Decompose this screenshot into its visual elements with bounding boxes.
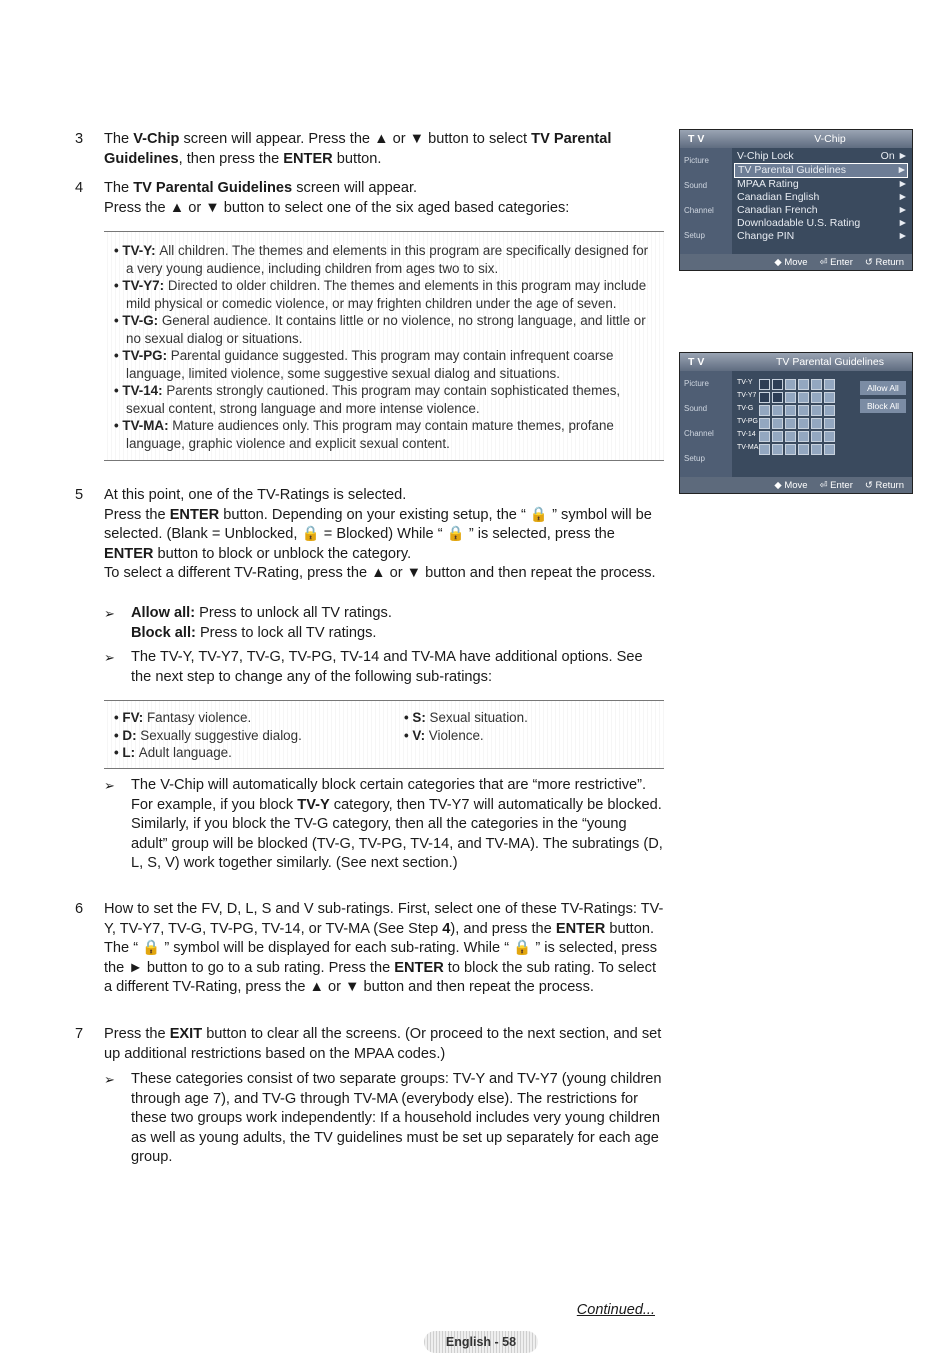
rating-desc: Directed to older children. The themes and elements in this program may include mild physical or comedic violence, or may frighten children under the age of seven. [126, 278, 647, 311]
subratings-box [104, 700, 664, 769]
note-text [131, 776, 664, 874]
step-7 [75, 1025, 665, 1064]
rating-item [104, 242, 656, 277]
step-text-line2: Press the ▲ or ▼ button to select one of the six aged based categories: [104, 199, 570, 216]
rating-grid-cell [824, 379, 835, 390]
rating-grid-cell [759, 418, 770, 429]
screen-footer [680, 477, 912, 493]
allow-all-text: Press to unlock all TV ratings. [195, 605, 392, 621]
rating-grid-cell [785, 405, 796, 416]
screen-tv-label: T V [688, 356, 705, 368]
rating-grid-cell [759, 405, 770, 416]
rating-grid-cell [785, 444, 796, 455]
text-run: The [104, 180, 134, 196]
rating-grid-cell [798, 418, 809, 429]
rating-grid-cell [772, 431, 783, 442]
rating-grid-label: TV-Y [737, 379, 753, 386]
rating-item [104, 417, 656, 452]
block-all-button: Block All [860, 399, 906, 413]
step-4 [75, 179, 665, 218]
subratings-grid [104, 709, 656, 762]
text-run: button to clear all the screens. (Or proceed to the next section, and set up additional restrictions based on the MPAA codes.) [104, 1026, 662, 1062]
rating-key: • TV-Y: [114, 243, 160, 258]
screen-header [680, 353, 912, 371]
screen-menu [734, 150, 908, 243]
subrating-desc: Adult language. [138, 745, 232, 760]
screen-sidebar-item: Picture [684, 156, 709, 165]
rating-grid-cell [811, 379, 822, 390]
allow-all-button: Allow All [860, 381, 906, 395]
screen-menu-item [734, 178, 908, 191]
subrating-key: • FV: [114, 710, 147, 725]
step-text [104, 1025, 665, 1064]
step-5 [75, 486, 665, 584]
screen-menu-label: TV Parental Guidelines [738, 164, 846, 176]
rating-desc: Parents strongly cautioned. This program may contain sophisticated themes, sexual content, strong language and more intense violence. [126, 383, 621, 416]
subrating-desc: Sexual situation. [429, 710, 528, 725]
rating-grid-cell [785, 431, 796, 442]
step-text-detail2: To select a different TV-Rating, press the ▲ or ▼ button and then repeat the process. [104, 565, 656, 581]
rating-grid-label: TV-G [737, 405, 754, 412]
rating-grid-cell [785, 392, 796, 403]
bold-term: EXIT [169, 1026, 203, 1042]
text-run: How to set the FV, D, L, S and V sub-ratings. First, select one of these TV-Ratings: TV-Y, TV-Y7, TV-G, TV-PG, TV-14, or TV-MA (See Step [104, 901, 664, 937]
subrating-desc: Fantasy violence. [146, 710, 252, 725]
page-number-badge: English - 58 [424, 1331, 538, 1353]
screen-tv-label: T V [688, 133, 705, 145]
arrow-icon: ➢ [104, 650, 115, 665]
subrating-key: • L: [114, 745, 139, 760]
rating-key: • TV-G: [114, 313, 162, 328]
subrating-desc: Sexually suggestive dialog. [140, 727, 302, 743]
bold-term: TV-Y [297, 796, 330, 813]
screenshot-vchip-menu [679, 129, 913, 271]
text-run: At this point, one of the TV-Ratings is selected. [104, 487, 407, 503]
subrating-item [104, 744, 394, 762]
note-groups [104, 1070, 664, 1168]
text-run: button. Depending on your existing setup, the “ 🔒 ” symbol will be selected. (Blank = Unblocked, 🔒 = Blocked) While “ 🔒 ” is selected, press the [104, 506, 652, 542]
text-run: , then press the [178, 150, 284, 167]
rating-grid-cell [759, 392, 770, 403]
subrating-item [104, 709, 394, 727]
rating-grid [737, 379, 847, 457]
text-run: ), and press the [450, 920, 556, 937]
screen-sidebar-item: Channel [684, 206, 714, 215]
rating-grid-cell [798, 392, 809, 403]
note-allow-block [104, 604, 664, 643]
text-run: category, then TV-Y7 will automatically be blocked. Similarly, if you block the TV-G category, then all the categories in the “young adult” group will be blocked (TV-G, TV-PG, TV-14, and TV-MA). The subratings (D, L, S, V) work together similarly. (See next section.) [131, 796, 663, 871]
rating-grid-cell [772, 444, 783, 455]
text-run: button. The “ 🔒 ” symbol will be displayed for each sub-rating. While “ 🔒 ” is selected, press the ► button to go to a sub rating. Press the [104, 920, 657, 976]
bold-term: V-Chip [133, 131, 180, 147]
screen-menu-label: Canadian French [737, 204, 818, 216]
arrow-icon: ➢ [104, 1072, 115, 1087]
subrating-item [394, 709, 654, 727]
rating-item [104, 277, 656, 312]
screen-menu-value: ► [897, 230, 908, 242]
step-number: 5 [75, 487, 84, 503]
arrow-icon: ➢ [104, 606, 115, 621]
step-number: 6 [75, 901, 84, 917]
rating-grid-label: TV-MA [737, 444, 759, 451]
screen-menu-label: Downloadable U.S. Rating [737, 217, 861, 229]
screen-menu-item [734, 217, 908, 230]
rating-desc: Parental guidance suggested. This program may contain infrequent coarse language, limited violence, some suggestive sexual dialog and situations. [126, 348, 614, 381]
screen-sidebar-item: Setup [684, 454, 705, 463]
rating-grid-row [737, 431, 847, 442]
bold-term: ENTER [169, 506, 220, 523]
text-run: Press the [104, 506, 170, 523]
screen-footer-hint: ⏎ Enter [819, 479, 853, 491]
rating-grid-cell [759, 444, 770, 455]
note-text: These categories consist of two separate groups: TV-Y and TV-Y7 (young children through age 7), and TV-G through TV-MA (everybody else). The restrictions for these two groups work independently: If a household includes very young children as well as young adults, the TV guidelines must be set up separately for each age group. [131, 1071, 662, 1165]
screen-menu-label: MPAA Rating [737, 178, 799, 190]
rating-grid-cell [798, 379, 809, 390]
rating-grid-row [737, 405, 847, 416]
block-all-label: Block all: [131, 624, 196, 641]
rating-grid-row [737, 444, 847, 455]
screen-menu-item [734, 230, 908, 243]
subrating-item [104, 727, 394, 745]
screen-menu-value: ► [897, 191, 908, 203]
screen-title: V-Chip [814, 133, 846, 145]
rating-grid-label: TV-14 [737, 431, 756, 438]
rating-grid-cell [772, 405, 783, 416]
bold-term: ENTER [283, 150, 333, 167]
screen-menu-label: Change PIN [737, 230, 795, 242]
rating-grid-cell [798, 431, 809, 442]
rating-grid-cell [811, 392, 822, 403]
screen-sidebar-item: Sound [684, 181, 708, 190]
screen-menu-value: On ► [880, 150, 908, 162]
rating-grid-cell [824, 392, 835, 403]
rating-grid-label: TV-PG [737, 418, 759, 425]
rating-grid-label: TV-Y7 [737, 392, 757, 399]
rating-grid-row [737, 418, 847, 429]
note-text: The TV-Y, TV-Y7, TV-G, TV-PG, TV-14 and TV-MA have additional options. See the next step to change any of the following sub-ratings: [131, 649, 643, 685]
rating-key: • TV-MA: [114, 418, 173, 433]
screen-menu-item [734, 191, 908, 204]
text-run: Press the [104, 1026, 170, 1042]
step-text [104, 900, 665, 998]
step-number: 3 [75, 131, 84, 147]
rating-item [104, 382, 656, 417]
rating-grid-cell [772, 379, 783, 390]
rating-grid-cell [785, 379, 796, 390]
rating-key: • TV-14: [114, 383, 167, 398]
rating-key: • TV-PG: [114, 348, 171, 363]
rating-grid-cell [811, 418, 822, 429]
rating-item [104, 347, 656, 382]
rating-grid-cell [811, 444, 822, 455]
subrating-key: • V: [404, 727, 429, 743]
screen-footer-hint: ↺ Return [864, 256, 904, 268]
rating-grid-row [737, 379, 847, 390]
subrating-item [394, 727, 654, 745]
screen-sidebar-item: Setup [684, 231, 705, 240]
screen-sidebar-item: Channel [684, 429, 714, 438]
screen-sidebar [680, 371, 732, 477]
subrating-key: • D: [114, 727, 141, 743]
continued-link: Continued... [576, 1302, 655, 1318]
screen-title: TV Parental Guidelines [776, 356, 884, 368]
step-text [104, 179, 665, 199]
screen-menu-value: ► [897, 178, 908, 190]
screen-sidebar-item: Picture [684, 379, 709, 388]
text-run: screen will appear. [292, 180, 418, 196]
rating-grid-cell [824, 405, 835, 416]
step-text [104, 130, 665, 169]
screen-footer-hint: ↺ Return [864, 479, 904, 491]
rating-grid-cell [759, 379, 770, 390]
text-run: The V-Chip will automatically block certain categories that are “more restrictive”. For example, if you block [131, 777, 647, 813]
rating-grid-cell [824, 418, 835, 429]
screen-menu-label: V-Chip Lock [737, 150, 794, 162]
screen-footer-hint: ⏎ Enter [819, 256, 853, 268]
rating-grid-cell [759, 431, 770, 442]
rating-item [104, 312, 656, 347]
step-text [104, 486, 665, 506]
screen-sidebar [680, 148, 732, 254]
screen-menu-item [734, 163, 908, 178]
text-run: button to block or unblock the category. [153, 545, 412, 562]
bold-term: TV Parental Guidelines [104, 131, 612, 167]
rating-grid-cell [811, 431, 822, 442]
screen-menu-item [734, 204, 908, 217]
text-run: button. [332, 150, 382, 167]
allow-all-label: Allow all: [131, 605, 196, 621]
rating-key: • TV-Y7: [114, 278, 168, 293]
rating-grid-cell [785, 418, 796, 429]
subrating-key: • S: [404, 710, 430, 725]
step-number: 7 [75, 1026, 84, 1042]
ratings-box [104, 231, 664, 461]
screen-menu-value: ► [897, 204, 908, 216]
step-number: 4 [75, 180, 84, 196]
step-3 [75, 130, 665, 169]
bold-term: 4 [442, 920, 451, 937]
bold-term: ENTER [104, 545, 154, 562]
step-text-detail [104, 506, 665, 565]
screen-menu-label: Canadian English [737, 191, 820, 203]
rating-grid-cell [798, 405, 809, 416]
rating-grid-cell [824, 431, 835, 442]
note-vchip [104, 776, 664, 874]
screen-menu-value: ► [897, 217, 908, 229]
screen-footer [680, 254, 912, 270]
subrating-desc: Violence. [428, 727, 484, 743]
screenshot-parental-guidelines [679, 352, 913, 494]
text-run: to block the sub rating. To select a different TV-Rating, press the ▲ or ▼ button and then repeat the process. [104, 959, 657, 995]
rating-desc: All children. The themes and elements in this program are specifically designed for a very young audience, including children from ages two to six. [126, 243, 649, 276]
rating-grid-cell [772, 418, 783, 429]
note-additional [104, 648, 664, 687]
ratings-list [104, 242, 656, 452]
rating-grid-cell [811, 405, 822, 416]
arrow-icon: ➢ [104, 778, 115, 793]
text-run: screen will appear. Press the ▲ or ▼ button to select [179, 131, 532, 147]
screen-menu-item [734, 150, 908, 163]
block-all-text: Press to lock all TV ratings. [195, 624, 377, 641]
rating-desc: General audience. It contains little or no violence, no strong language, and little or no sexual dialog or situations. [126, 313, 646, 346]
rating-desc: Mature audiences only. This program may contain mature themes, profane language, graphic violence and explicit sexual content. [126, 418, 614, 451]
rating-grid-row [737, 392, 847, 403]
screen-footer-hint: ◆ Move [774, 256, 808, 268]
text-run: The [104, 131, 134, 147]
bold-term: ENTER [394, 959, 444, 976]
step-6 [75, 900, 665, 998]
screen-menu-value: ► [896, 164, 907, 176]
rating-grid-cell [824, 444, 835, 455]
screen-sidebar-item: Sound [684, 404, 708, 413]
bold-term: TV Parental Guidelines [133, 180, 293, 196]
screen-footer-hint: ◆ Move [774, 479, 808, 491]
rating-grid-cell [798, 444, 809, 455]
screen-header [680, 130, 912, 148]
bold-term: ENTER [555, 920, 606, 937]
rating-grid-cell [772, 392, 783, 403]
